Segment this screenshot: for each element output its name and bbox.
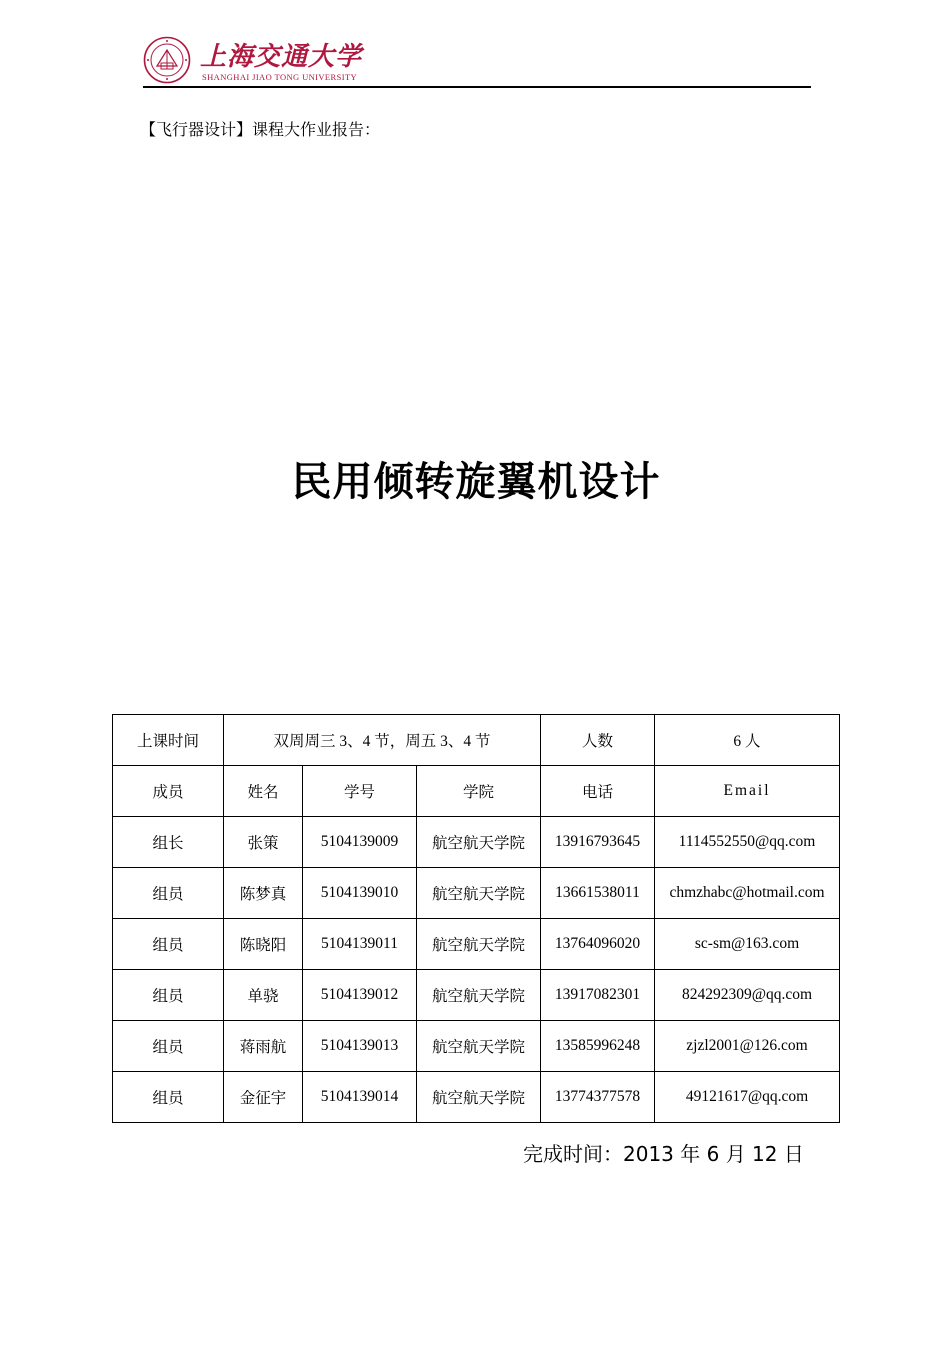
member-email: 824292309@qq.com [655,970,840,1021]
university-name-en: SHANGHAI JIAO TONG UNIVERSITY [202,72,358,82]
table-row [113,919,840,970]
member-email: chmzhabc@hotmail.com [655,868,840,919]
member-role: 组员 [113,1072,224,1123]
university-seal-icon [143,36,191,84]
member-student-id: 5104139014 [303,1072,417,1123]
member-role: 组员 [113,919,224,970]
member-student-id: 5104139011 [303,919,417,970]
member-email: 49121617@qq.com [655,1072,840,1123]
member-name: 张策 [224,817,303,868]
class-time-row [113,715,840,766]
table-row [113,970,840,1021]
member-phone: 13585996248 [541,1021,655,1072]
member-name: 陈晓阳 [224,919,303,970]
member-name: 陈梦真 [224,868,303,919]
column-header-row [113,766,840,817]
table-row [113,1021,840,1072]
member-role: 组员 [113,868,224,919]
column-header-email: Email [655,766,840,817]
member-college: 航空航天学院 [417,1021,541,1072]
member-phone: 13661538011 [541,868,655,919]
university-name-cn: 上海交通大学 [200,42,363,72]
header-rule [143,86,811,88]
member-name: 蒋雨航 [224,1021,303,1072]
completion-date: 完成时间：2013 年 6 月 12 日 [523,1142,804,1166]
column-header-id: 学号 [303,766,417,817]
column-header-college: 学院 [417,766,541,817]
table-row [113,868,840,919]
table-row [113,817,840,868]
count-value: 6 人 [655,715,840,766]
member-college: 航空航天学院 [417,919,541,970]
count-label: 人数 [541,715,655,766]
table-row [113,1072,840,1123]
member-email: zjzl2001@126.com [655,1021,840,1072]
member-student-id: 5104139010 [303,868,417,919]
member-college: 航空航天学院 [417,1072,541,1123]
member-phone: 13917082301 [541,970,655,1021]
class-time-value: 双周周三 3、4 节，周五 3、4 节 [224,715,541,766]
column-header-role: 成员 [113,766,224,817]
column-header-name: 姓名 [224,766,303,817]
member-phone: 13774377578 [541,1072,655,1123]
member-college: 航空航天学院 [417,868,541,919]
member-student-id: 5104139012 [303,970,417,1021]
university-logo [143,34,363,86]
member-role: 组长 [113,817,224,868]
document-title: 民用倾转旋翼机设计 [291,459,661,505]
member-college: 航空航天学院 [417,817,541,868]
member-email: 1114552550@qq.com [655,817,840,868]
class-time-label: 上课时间 [113,715,224,766]
member-name: 单骁 [224,970,303,1021]
member-phone: 13764096020 [541,919,655,970]
course-line: 【飞行器设计】课程大作业报告： [140,120,381,139]
member-role: 组员 [113,970,224,1021]
member-college: 航空航天学院 [417,970,541,1021]
member-email: sc-sm@163.com [655,919,840,970]
member-role: 组员 [113,1021,224,1072]
member-phone: 13916793645 [541,817,655,868]
member-table [112,714,840,1123]
column-header-phone: 电话 [541,766,655,817]
member-name: 金征宇 [224,1072,303,1123]
member-student-id: 5104139009 [303,817,417,868]
member-student-id: 5104139013 [303,1021,417,1072]
